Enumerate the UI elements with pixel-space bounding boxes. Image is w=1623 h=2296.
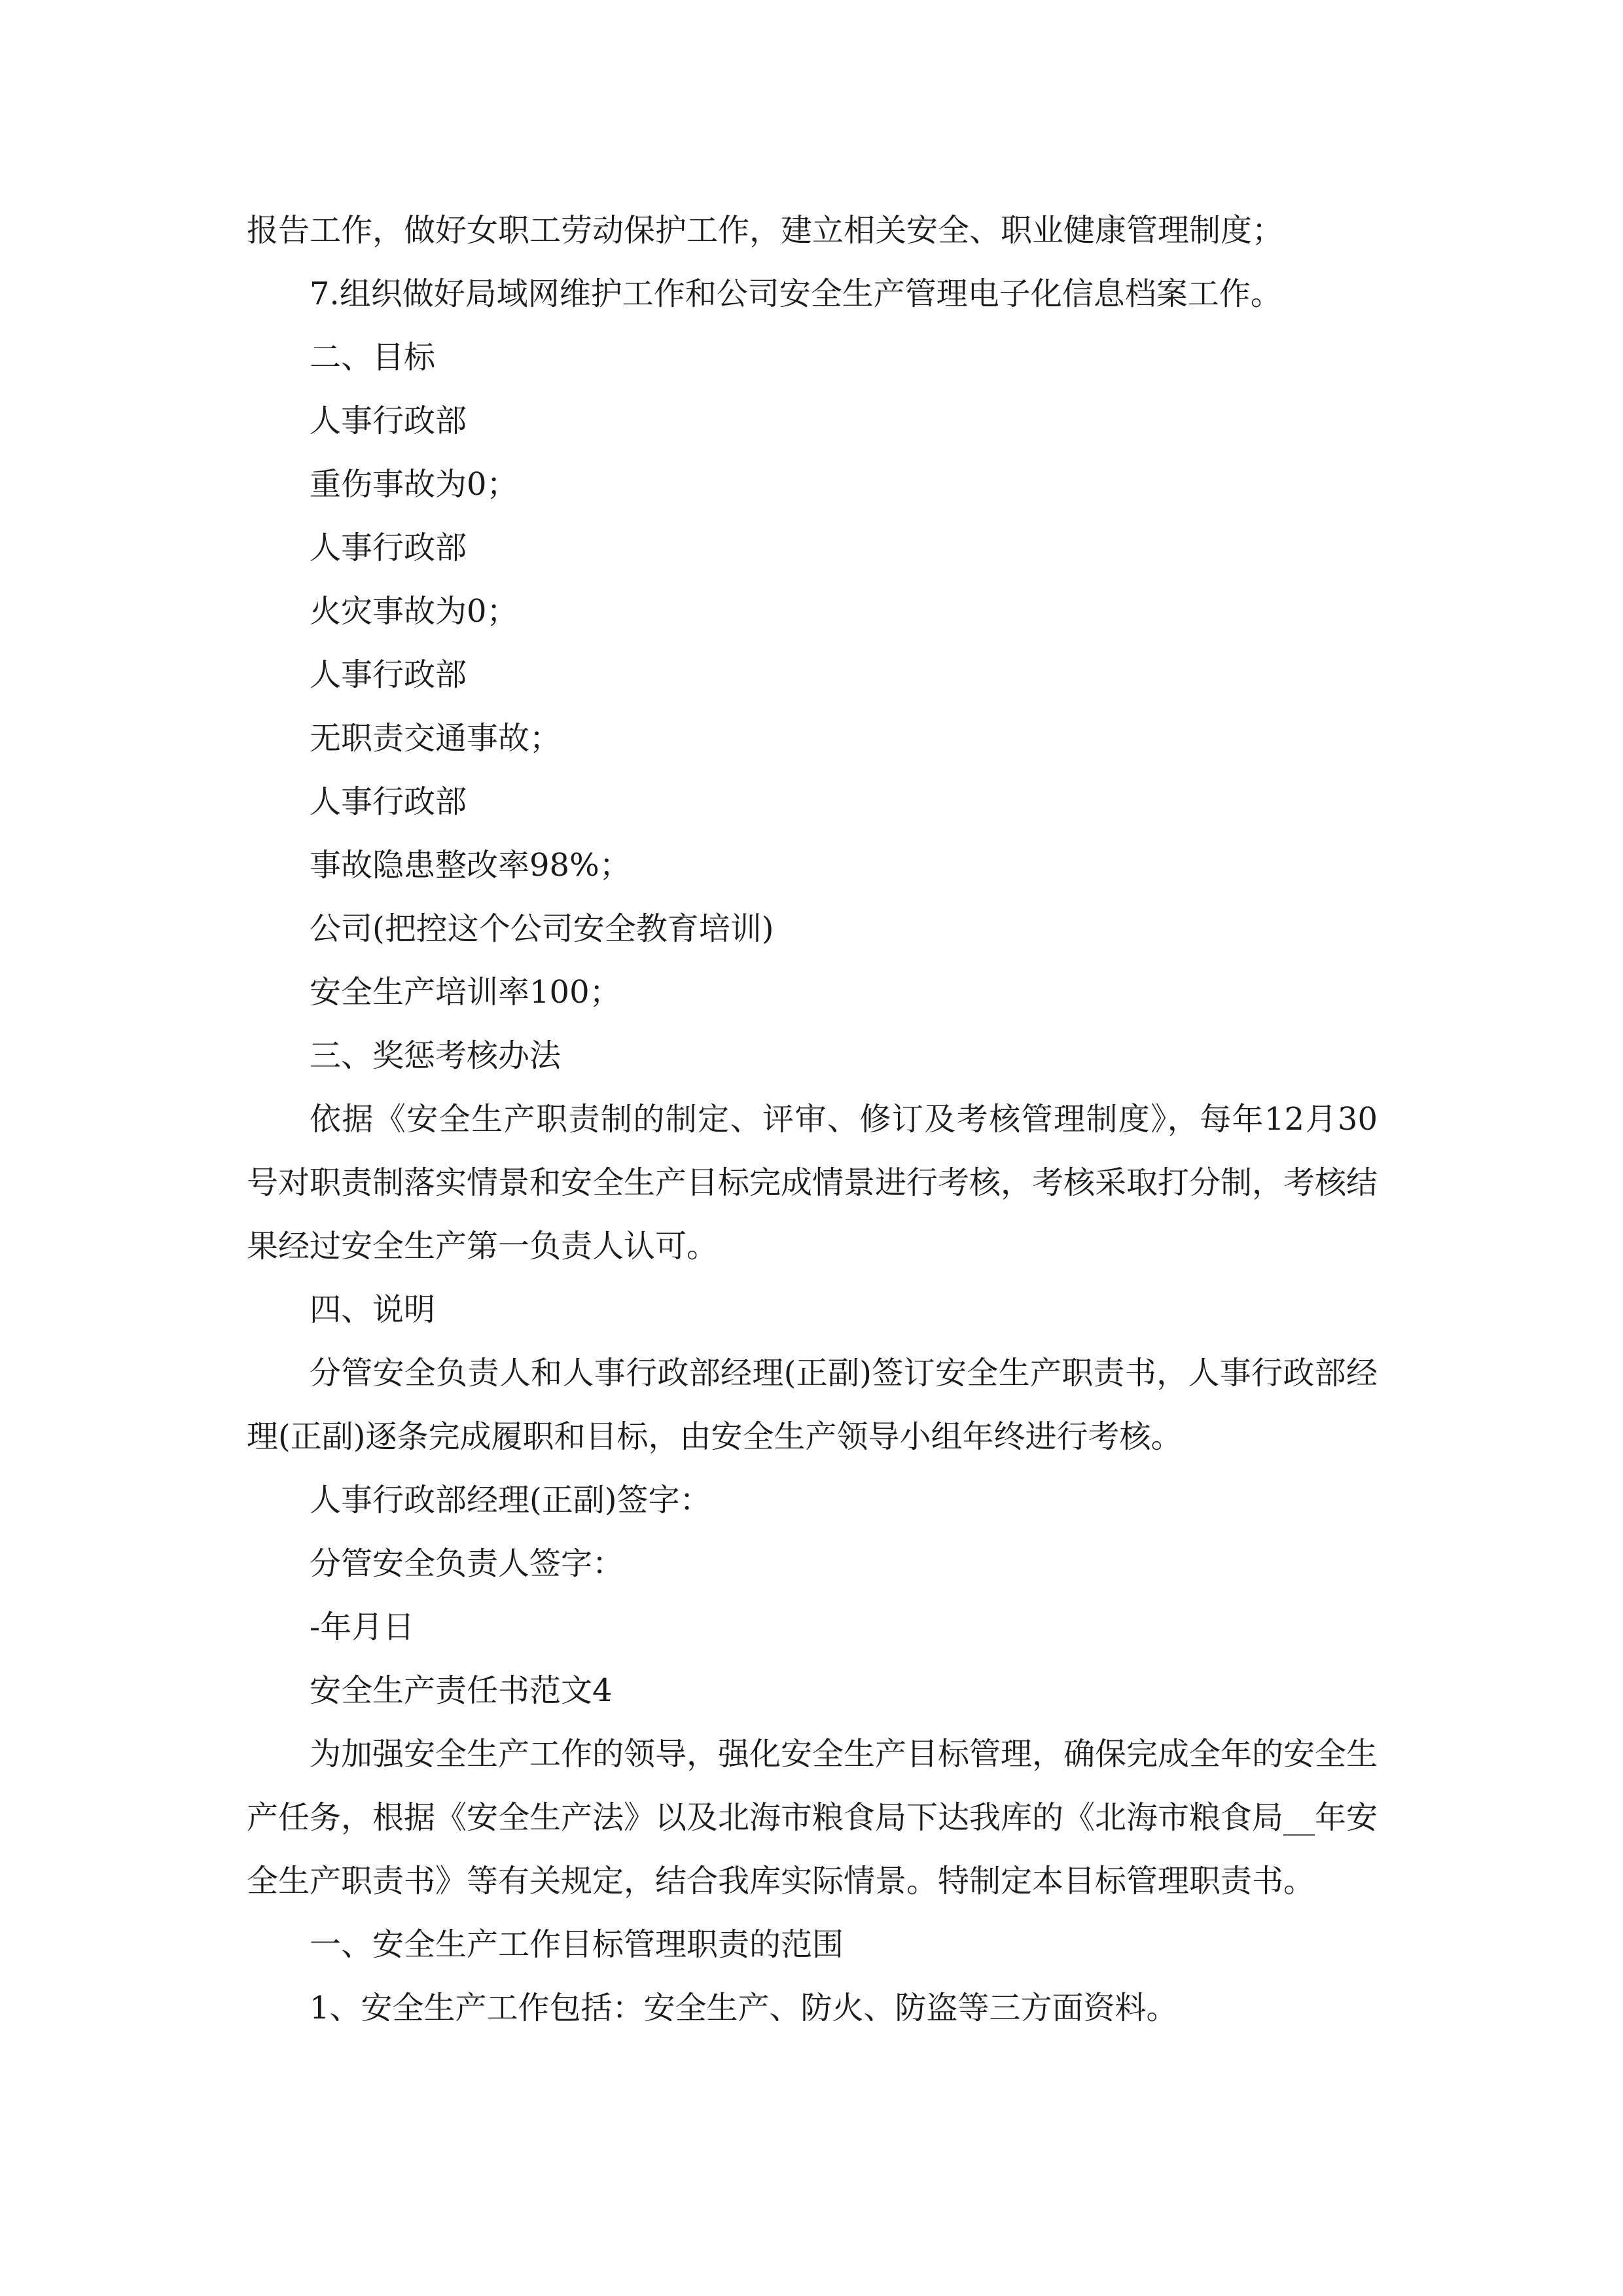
- paragraph-scope-item-1: 1、安全生产工作包括：安全生产、防火、防盗等三方面资料。: [310, 1990, 1178, 2026]
- paragraph-continuation: 报告工作，做好女职工劳动保护工作，建立相关安全、职业健康管理制度；: [247, 212, 1284, 249]
- sample-title: 安全生产责任书范文4: [310, 1672, 613, 1709]
- signature-line-safety: 分管安全负责人签字：: [310, 1545, 624, 1582]
- goal-item: 事故隐患整改率98%；: [310, 847, 631, 884]
- goal-item: 重伤事故为0；: [310, 466, 518, 503]
- paragraph-intro: 为加强安全生产工作的领导，强化安全生产目标管理，确保完成全年的安全生产任务，根据《安全生产法》以及北海市粮食局下达我库的《北海市粮食局__年安全生产职责书》等有关规定，结合我库实际情景。特制定本目标管理职责书。: [247, 1736, 1378, 1899]
- responsible-dept: 人事行政部: [310, 529, 467, 566]
- paragraph-item-7: 7.组织做好局域网维护工作和公司安全生产管理电子化信息档案工作。: [310, 276, 1282, 312]
- section-heading-notes: 四、说明: [310, 1291, 436, 1328]
- section-heading-goals: 二、目标: [310, 339, 436, 376]
- responsible-dept: 人事行政部: [310, 656, 467, 693]
- paragraph-assessment: 依据《安全生产职责制的制定、评审、修订及考核管理制度》，每年12月30号对职责制落实情景和安全生产目标完成情景进行考核，考核采取打分制，考核结果经过安全生产第一负责人认可。: [247, 1101, 1378, 1265]
- signature-line-manager: 人事行政部经理(正副)签字：: [310, 1482, 711, 1518]
- goal-item: 安全生产培训率100；: [310, 974, 621, 1011]
- responsible-dept: 人事行政部: [310, 403, 467, 439]
- document-body: [247, 199, 1378, 2040]
- goal-item: 火灾事故为0；: [310, 593, 518, 630]
- goal-item: 无职责交通事故；: [310, 720, 562, 757]
- paragraph-notes: 分管安全负责人和人事行政部经理(正副)签订安全生产职责书，人事行政部经理(正副)逐条完成履职和目标，由安全生产领导小组年终进行考核。: [247, 1355, 1378, 1455]
- responsible-dept: 人事行政部: [310, 783, 467, 820]
- section-heading-scope: 一、安全生产工作目标管理职责的范围: [310, 1926, 844, 1963]
- responsible-dept: 公司(把控这个公司安全教育培训): [310, 910, 774, 947]
- section-heading-rewards: 三、奖惩考核办法: [310, 1037, 562, 1074]
- date-line: -年月日: [310, 1609, 415, 1645]
